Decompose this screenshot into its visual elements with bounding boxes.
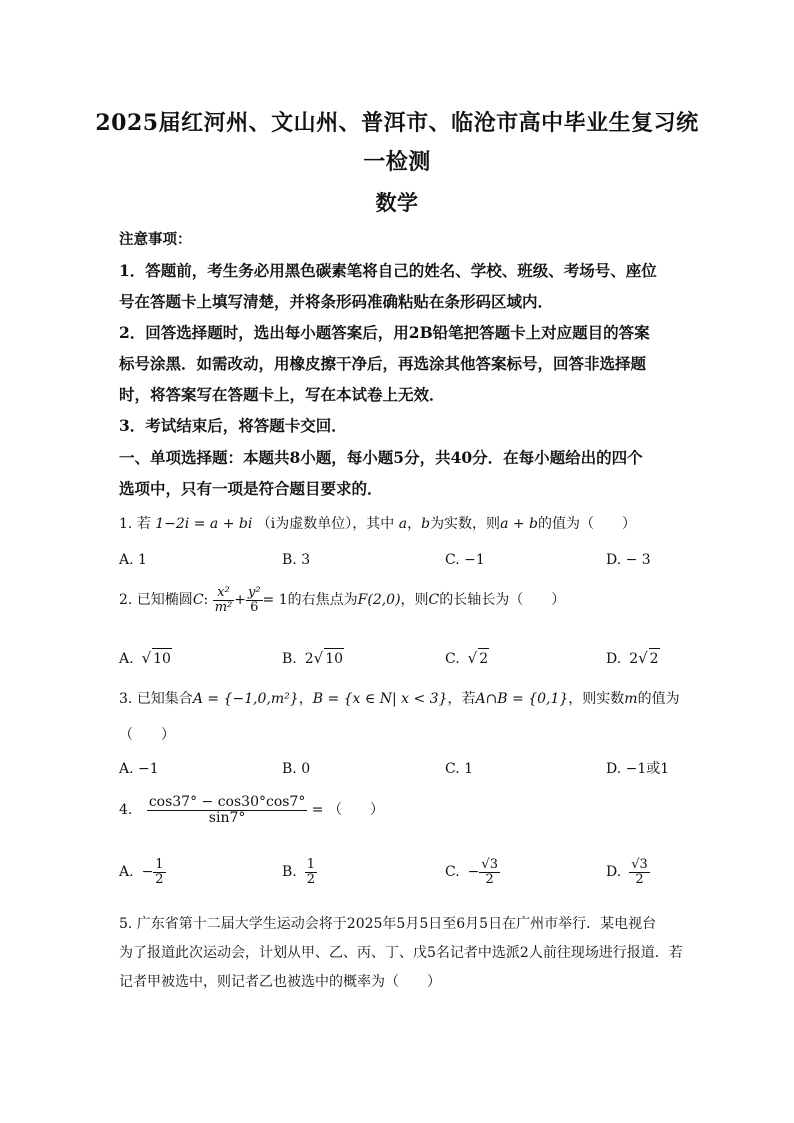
q2-focus: F(2,0) — [357, 592, 401, 609]
q4-option-d: D. $\frac{√3}{2}$ — [606, 857, 648, 887]
q2-pre: 已知椭圆 — [136, 592, 193, 609]
q1-pre: 若 — [136, 516, 151, 532]
q1-number: 1. — [119, 516, 133, 532]
question-5-line2: 为了报道此次运动会，计划从甲、乙、丙、丁、戊5名记者中选派2人前往现场进行报道．若 — [119, 945, 683, 961]
q4-post: = （ ） — [311, 802, 384, 819]
q3-set-a: A = {−1,0,m²} — [192, 691, 299, 707]
q3-sep1: ， — [298, 691, 313, 707]
q3-option-c: C. 1 — [445, 761, 474, 777]
q4-option-c: C. − $\frac{√3}{2}$ — [445, 857, 498, 887]
q2-equals: = 1 — [262, 592, 288, 609]
q2-option-d: D. 2√ 2 — [606, 649, 659, 667]
q3-answer-paren: （ ） — [119, 727, 175, 743]
note-line-6: 3．考试结束后，将答题卡交回． — [119, 416, 347, 435]
q1-var-b: b — [421, 516, 431, 532]
q3-set-b: B = {x ∈ N| x < 3} — [312, 691, 448, 707]
q2-option-a: A. √ 10 — [119, 649, 171, 667]
q1-var-a: a — [398, 516, 408, 532]
q1-option-b: B. 3 — [282, 552, 311, 568]
q2-var-c: C — [192, 592, 204, 609]
q1-option-a: A. 1 — [119, 552, 147, 568]
section1-instructions-line1: 一、单项选择题：本题共8小题，每小题5分，共40分．在每小题给出的四个 — [119, 448, 643, 467]
q3-pre: 已知集合 — [136, 691, 193, 707]
subject-title: 数学 — [375, 190, 419, 215]
q1-sum: a + b — [500, 516, 539, 532]
q3-post2: 的值为 — [637, 691, 680, 707]
question-1 — [119, 513, 689, 535]
question-3 — [119, 688, 689, 710]
q1-expression: 1−2i = a + bi — [155, 516, 253, 532]
q2-option-b: B. 2√ 10 — [282, 649, 344, 667]
q2-number: 2. — [119, 592, 133, 609]
q2-var-c2: C — [428, 592, 440, 609]
q1-option-d: D. − 3 — [606, 552, 651, 568]
q1-post1: 为实数，则 — [430, 516, 501, 532]
exam-title-line2: 一检测 — [363, 149, 431, 175]
q2-post1: ，则 — [400, 592, 429, 609]
section1-instructions-line2: 选项中，只有一项是符合题目要求的． — [119, 479, 383, 498]
question-4 — [119, 795, 689, 825]
q2-colon: : — [203, 592, 209, 609]
note-line-3: 2．回答选择题时，选出每小题答案后，用2B铅笔把答题卡上对应题目的答案 — [119, 323, 650, 342]
q2-fraction-x: $\frac{\text{x²}}{\text{m²}}$ — [214, 585, 233, 615]
q3-mid: ，若 — [447, 691, 476, 707]
note-line-5: 时，将答案写在答题卡上，写在本试卷上无效． — [119, 385, 445, 404]
exam-title-line1: 2025届红河州、文山州、普洱市、临沧市高中毕业生复习统 — [95, 110, 699, 136]
q2-fraction-y: $\frac{\text{y²}}{6}$ — [247, 585, 261, 615]
q4-numerator: cos37° − cos30°cos7° — [148, 794, 306, 810]
q4-fraction — [147, 795, 308, 825]
q4-option-a: A. − $\frac{1}{2}$ — [119, 857, 164, 887]
note-line-2: 号在答题卡上填写清楚，并将条形码准确粘贴在条形码区域内． — [119, 292, 554, 311]
q2-mid: 的右焦点为 — [287, 592, 358, 609]
q1-sep: ， — [407, 516, 422, 532]
q2-option-c: C. √ 2 — [445, 649, 489, 667]
note-line-4: 标号涂黑．如需改动，用橡皮擦干净后，再选涂其他答案标号，回答非选择题 — [119, 354, 647, 373]
q1-mid: （i为虚数单位），其中 — [256, 516, 395, 532]
question-5-line3: 记者甲被选中，则记者乙也被选中的概率为（ ） — [119, 974, 441, 990]
q3-option-d: D. −1或1 — [606, 761, 670, 777]
q3-var-m: m — [624, 691, 638, 707]
q3-post: ，则实数 — [568, 691, 625, 707]
q2-post2: 的长轴长为（ ） — [439, 592, 566, 609]
q4-number: 4. — [119, 802, 133, 819]
question-5-line1: 5. 广东省第十二届大学生运动会将于2025年5月5日至6月5日在广州市举行．某电视台 — [119, 916, 657, 932]
q3-intersection: A∩B = {0,1} — [475, 691, 569, 707]
q1-option-c: C. −1 — [445, 552, 485, 568]
q2-plus: + — [234, 592, 246, 609]
q1-post2: 的值为（ ） — [538, 516, 637, 532]
q3-option-a: A. −1 — [119, 761, 159, 777]
note-line-1: 1．答题前，考生务必用黑色碳素笔将自己的姓名、学校、班级、考场号、座位 — [119, 261, 657, 280]
q4-option-b: B. $\frac{1}{2}$ — [282, 857, 316, 887]
q4-denominator: sin7° — [208, 809, 246, 826]
q3-option-b: B. 0 — [282, 761, 311, 777]
q3-number: 3. — [119, 691, 133, 707]
notes-heading: 注意事项： — [119, 231, 192, 248]
question-2 — [119, 586, 689, 614]
